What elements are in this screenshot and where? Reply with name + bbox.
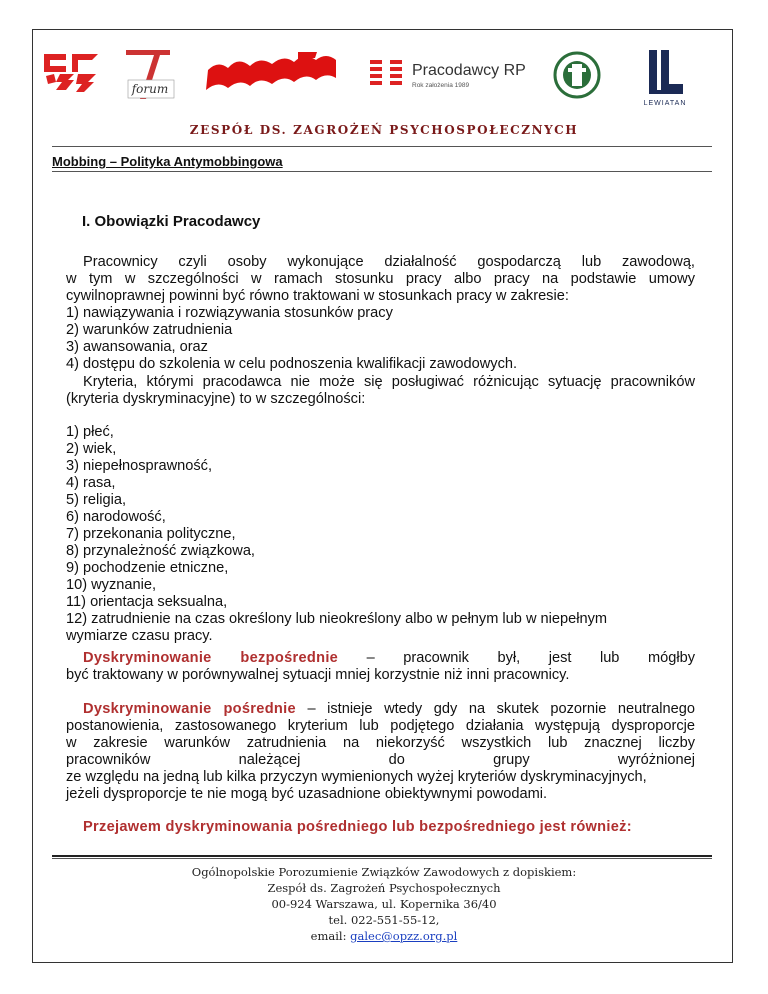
lewiatan-logo xyxy=(640,48,690,110)
forum-logo xyxy=(118,46,180,102)
criteria-item: 5) religia, xyxy=(66,492,127,508)
rzemioslo-logo xyxy=(552,50,602,100)
pracodawcy-rp-subtext: Rok założenia 1989 xyxy=(412,82,470,89)
footer-phone: tel. 022-551-55-12, xyxy=(328,913,440,927)
section-heading: I. Obowiązki Pracodawcy xyxy=(82,213,261,230)
criteria-item: 11) orientacja seksualna, xyxy=(66,594,228,610)
intro-line-1: Pracownicy czyli osoby wykonujące działalność gospodarczą lub zawodową, xyxy=(83,254,695,270)
duty-item: 2) warunków zatrudnienia xyxy=(66,322,233,338)
direct-discrimination xyxy=(66,650,695,684)
header-title: ZESPÓŁ DS. ZAGROŻEŃ PSYCHOSPOŁECZNYCH xyxy=(189,123,579,137)
footer-org: Ogólnopolskie Porozumienie Związków Zawodowych z dopiskiem: xyxy=(191,865,577,879)
indirect-rest: – istnieje wtedy gdy na skutek pozornie neutralnego xyxy=(295,701,695,717)
svg-text:forum: forum xyxy=(131,82,169,96)
criteria-item: 3) niepełnosprawność, xyxy=(66,458,213,474)
header-rule xyxy=(52,146,712,147)
pracodawcy-rp-text: Pracodawcy RP xyxy=(412,62,526,79)
footer-address: 00-924 Warszawa, ul. Kopernika 36/40 xyxy=(271,897,497,911)
criteria-item: wymiarze czasu pracy. xyxy=(66,628,213,644)
criteria-list xyxy=(66,424,695,645)
intro-line-3: cywilnoprawnej powinni być równo traktowani w stosunkach pracy w zakresie: xyxy=(66,288,569,304)
criteria-intro xyxy=(66,374,695,408)
criteria-item: 12) zatrudnienie na czas określony lub nieokreślony albo w pełnym lub w niepełnym xyxy=(66,611,608,627)
indirect-line-4: pracowników należącej do grupy wyróżnionej xyxy=(66,752,695,768)
manifestation-heading xyxy=(66,819,695,836)
indirect-discrimination xyxy=(66,701,695,803)
footer-email-label: email: xyxy=(310,929,351,943)
criteria-intro-text: Kryteria, którymi pracodawca nie może się posługiwać różnicując sytuację pracowników (kryteria dyskryminacyjne) to w szczególności: xyxy=(66,374,695,407)
criteria-item: 6) narodowość, xyxy=(66,509,166,525)
intro-line-2: w tym w szczególności w ramach stosunku pracy albo pracy na podstawie umowy xyxy=(66,271,695,287)
indirect-line-2: postanowienia, zastosowanego kryterium lub podjętego działania występują dysproporcje xyxy=(66,718,695,734)
section-label: Mobbing – Polityka Antymobbingowa xyxy=(52,154,283,169)
solidarnosc-logo xyxy=(204,50,344,94)
pracodawcy-rp-logo xyxy=(368,56,528,96)
lewiatan-mark xyxy=(645,48,685,98)
footer-email-link[interactable]: galec@opzz.org.pl xyxy=(350,929,458,943)
footer-rule-thin xyxy=(52,858,712,859)
direct-line-2: być traktowany w porównywalnej sytuacji mniej korzystnie niż inni pracownicy. xyxy=(66,667,570,683)
intro-paragraph xyxy=(66,254,695,373)
lewiatan-text: LEWIATAN xyxy=(643,100,687,107)
criteria-item: 10) wyznanie, xyxy=(66,577,157,593)
section-label-rule xyxy=(52,171,712,172)
pracodawcy-rp-mark xyxy=(368,56,404,92)
duty-item: 3) awansowania, oraz xyxy=(66,339,208,355)
footer-team: Zespół ds. Zagrożeń Psychospołecznych xyxy=(267,881,501,895)
duty-item: 1) nawiązywania i rozwiązywania stosunków pracy xyxy=(66,305,393,321)
criteria-item: 9) pochodzenie etniczne, xyxy=(66,560,229,576)
indirect-line-3: w zakresie warunków zatrudnienia na niekorzyść wszystkich lub znacznej liczby xyxy=(66,735,695,751)
criteria-item: 4) rasa, xyxy=(66,475,116,491)
criteria-item: 8) przynależność związkowa, xyxy=(66,543,255,559)
logo-bar xyxy=(38,44,728,116)
indirect-line-1 xyxy=(66,701,695,718)
direct-term: Dyskryminowanie bezpośrednie xyxy=(83,650,339,666)
criteria-item: 2) wiek, xyxy=(66,441,117,457)
criteria-item: 1) płeć, xyxy=(66,424,114,440)
criteria-item: 7) przekonania polityczne, xyxy=(66,526,236,542)
direct-line-1 xyxy=(66,650,695,667)
indirect-line-6: jeżeli dysproporcje te nie mogą być uzasadnione obiektywnymi powodami. xyxy=(66,786,548,802)
direct-rest: – pracownik był, jest lub mógłby xyxy=(338,650,695,666)
footer xyxy=(0,864,768,944)
opzz-logo xyxy=(42,50,102,94)
footer-email-line xyxy=(0,928,768,944)
manifestation-text: Przejawem dyskryminowania pośredniego lub bezpośredniego jest również: xyxy=(83,819,632,835)
footer-rule xyxy=(52,855,712,857)
indirect-term: Dyskryminowanie pośrednie xyxy=(83,701,296,717)
indirect-line-5: ze względu na jedną lub kilka przyczyn wymienionych wyżej kryteriów dyskryminacyjnych, xyxy=(66,769,647,785)
duty-item: 4) dostępu do szkolenia w celu podnoszenia kwalifikacji zawodowych. xyxy=(66,356,518,372)
